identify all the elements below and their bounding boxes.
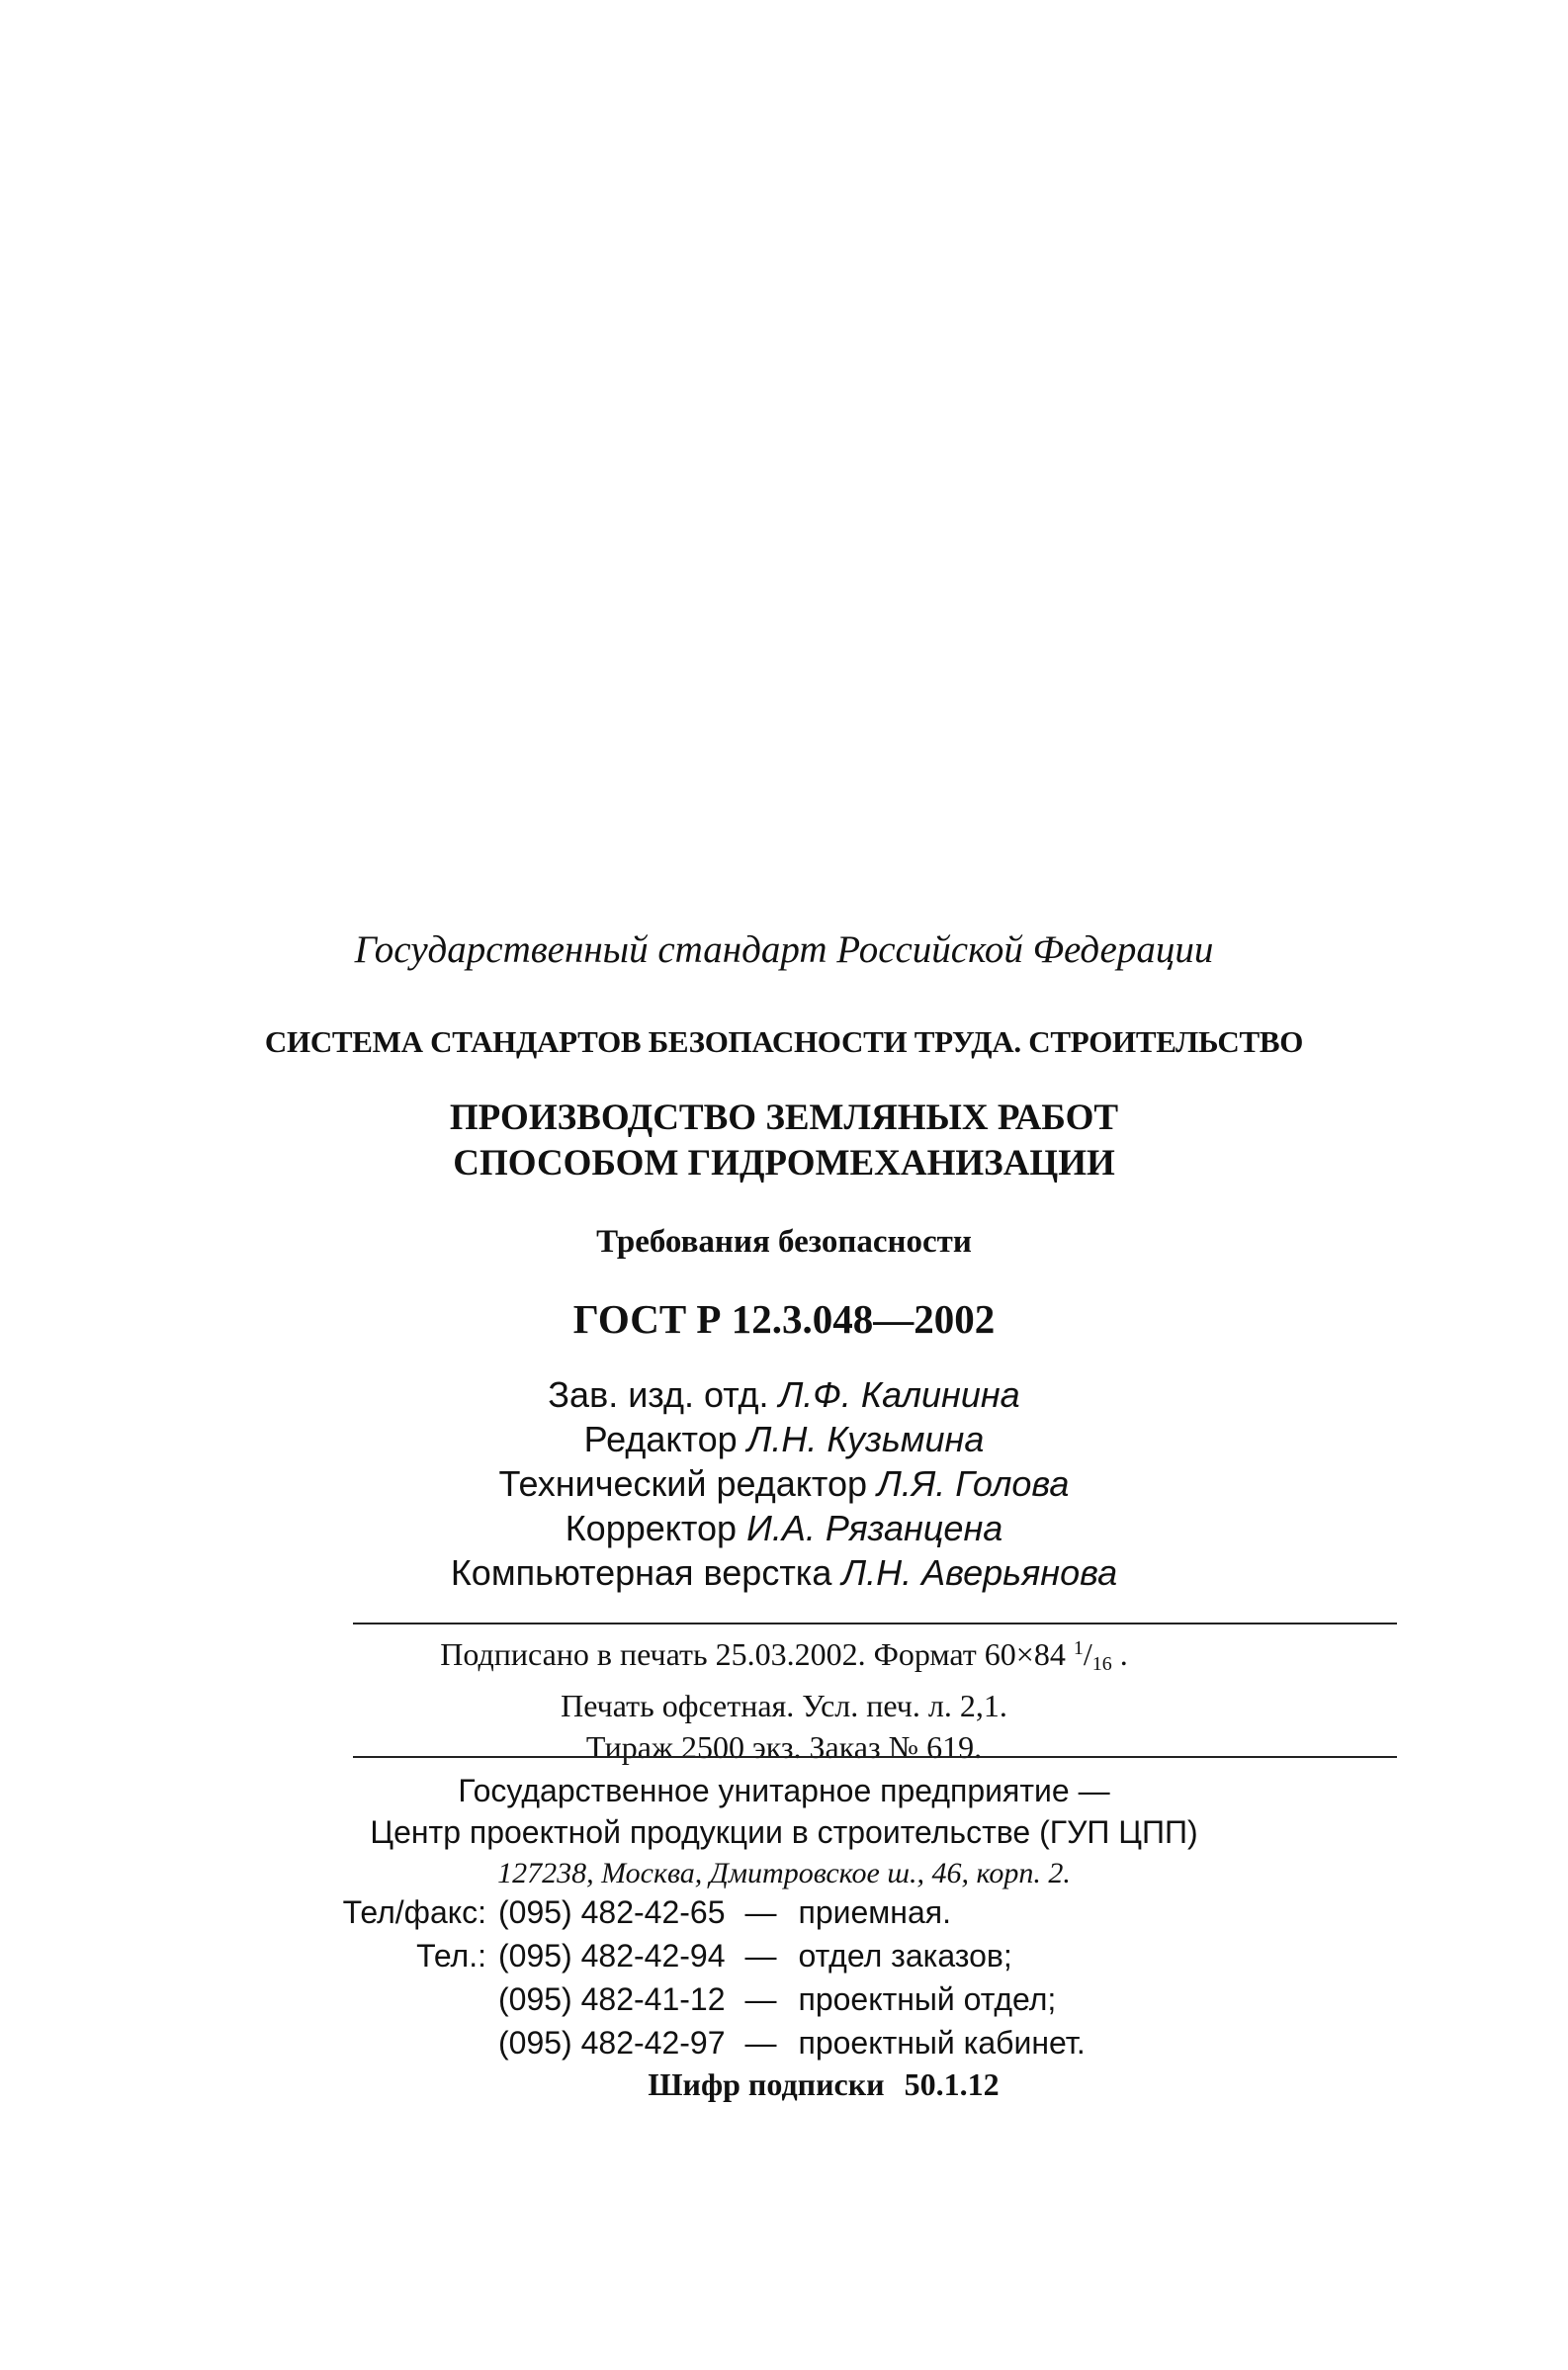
contacts-table [316, 1890, 1086, 2064]
cipher-label: Шифр подписки [648, 2066, 885, 2102]
divider-top [353, 1623, 1397, 1624]
format-numerator: 1 [1073, 1637, 1084, 1659]
contact-label: Тел/факс: [342, 1894, 486, 1930]
staff-row [0, 1417, 1568, 1461]
signed-line: Подписано в печать 25.03.2002. Формат 60×84 $^1/_{16}$ . [440, 1636, 1128, 1675]
contact-desc: приемная. [798, 1894, 951, 1930]
series-line: Государственный стандарт Российской Федерации [354, 928, 1214, 971]
staff-role: Компьютерная верстка [450, 1552, 832, 1593]
format-denominator: 16 [1091, 1653, 1112, 1675]
contact-phone: (095) 482-42-97 [498, 2025, 726, 2061]
document-subtitle: Требования безопасности [596, 1224, 972, 1260]
contact-row [316, 1934, 1086, 1977]
staff-list [0, 1372, 1568, 1595]
title-line-1: ПРОИЗВОДСТВО ЗЕМЛЯНЫХ РАБОТ [449, 1097, 1119, 1138]
staff-role: Редактор [583, 1419, 738, 1459]
contact-row [316, 2021, 1086, 2064]
contact-desc: отдел заказов; [798, 1938, 1012, 1974]
staff-person: Л.Ф. Калинина [778, 1374, 1020, 1415]
staff-row [0, 1461, 1568, 1506]
contact-dash: — [744, 1938, 777, 1974]
contact-label [316, 1977, 498, 2021]
contact-phone: (095) 482-42-94 [498, 1938, 726, 1974]
cipher-code: 50.1.12 [904, 2066, 1000, 2102]
contact-dash: — [744, 1894, 777, 1930]
signed-suffix: . [1119, 1636, 1128, 1672]
staff-row [0, 1506, 1568, 1550]
staff-row [0, 1372, 1568, 1417]
staff-role: Корректор [565, 1508, 738, 1548]
publisher-address: 127238, Москва, Дмитровское ш., 46, корп. 2. [497, 1857, 1071, 1889]
gost-number: ГОСТ Р 12.3.048—2002 [572, 1296, 996, 1342]
document-title [0, 1096, 1568, 1186]
contact-desc: проектный отдел; [798, 1981, 1057, 2017]
staff-role: Зав. изд. отд. [548, 1374, 769, 1415]
contact-phone: (095) 482-41-12 [498, 1981, 726, 2017]
publisher-block [0, 1770, 1568, 1894]
contact-desc: проектный кабинет. [798, 2025, 1086, 2061]
contact-dash: — [744, 2025, 777, 2061]
contact-label [316, 2021, 498, 2064]
staff-person: Л.Я. Голова [877, 1463, 1070, 1504]
system-line: СИСТЕМА СТАНДАРТОВ БЕЗОПАСНОСТИ ТРУДА. СТРОИТЕЛЬСТВО [264, 1024, 1304, 1059]
staff-role: Технический редактор [498, 1463, 868, 1504]
contact-row [316, 1890, 1086, 1934]
contact-label: Тел.: [416, 1938, 486, 1974]
staff-person: Л.Н. Кузьмина [746, 1419, 985, 1459]
print-details [0, 1627, 1568, 1768]
publisher-line-1: Государственное унитарное предприятие — [458, 1773, 1110, 1808]
contact-row [316, 1977, 1086, 2021]
contact-dash: — [744, 1981, 777, 2017]
contact-phone: (095) 482-42-65 [498, 1894, 726, 1930]
print-run-line: Тираж 2500 экз. Заказ № 619. [585, 1729, 983, 1765]
signed-text: Подписано в печать 25.03.2002. Формат 60×84 [440, 1636, 1066, 1672]
title-line-2: СПОСОБОМ ГИДРОМЕХАНИЗАЦИИ [453, 1143, 1115, 1184]
subscription-cipher [0, 2066, 1568, 2103]
publisher-line-2: Центр проектной продукции в строительстве (ГУП ЦПП) [370, 1814, 1198, 1850]
staff-person: И.А. Рязанцена [746, 1508, 1003, 1548]
staff-row [0, 1550, 1568, 1595]
staff-person: Л.Н. Аверьянова [841, 1552, 1118, 1593]
print-type-line: Печать офсетная. Усл. печ. л. 2,1. [561, 1688, 1007, 1723]
divider-bottom [353, 1756, 1397, 1758]
